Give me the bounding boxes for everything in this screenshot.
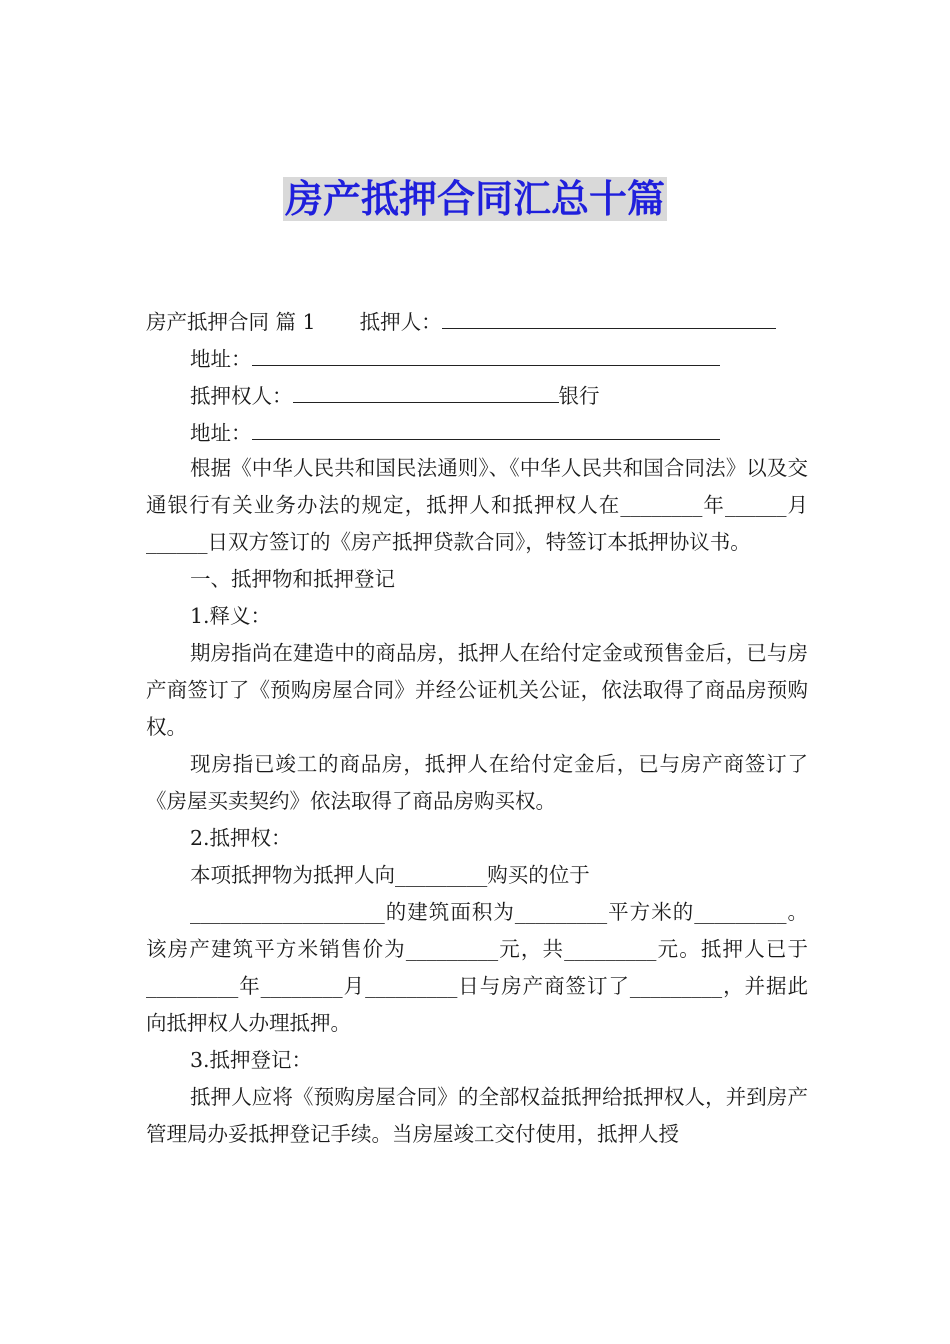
paragraph-future-house: 期房指尚在建造中的商品房，抵押人在给付定金或预售金后，已与房产商签订了《预购房屋合同》并经公证机关公证，依法取得了商品房预购权。 — [146, 641, 808, 739]
header-line — [146, 302, 808, 339]
paragraph-existing-house: 现房指已竣工的商品房，抵押人在给付定金后，已与房产商签订了《房屋买卖契约》依法取得了商品房购买权。 — [146, 752, 808, 813]
document-body — [146, 302, 808, 1153]
address-label-2: 地址： — [190, 421, 252, 445]
mortgagor-blank — [442, 302, 776, 329]
address-label: 地址： — [190, 347, 252, 371]
document-title-text: 房产抵押合同汇总十篇 — [284, 177, 665, 221]
mortgagee-blank — [293, 376, 559, 403]
mortgagee-line — [146, 376, 808, 413]
address-blank-2 — [252, 413, 720, 440]
address-blank — [252, 339, 720, 366]
address-line — [146, 339, 808, 376]
paragraph-property-line1: 本项抵押物为抵押人向_________购买的位于 — [190, 863, 590, 887]
subsection-registration: 3.抵押登记： — [190, 1048, 313, 1072]
paragraph-intro: 根据《中华人民共和国民法通则》、《中华人民共和国合同法》以及交通银行有关业务办法的规定，抵押人和抵押权人在________年______月______日双方签订的《房产抵押贷款合同》，特签订本抵押协议书。 — [146, 456, 808, 554]
mortgagor-label: 抵押人： — [359, 310, 442, 334]
mortgagee-label: 抵押权人： — [190, 384, 293, 408]
paragraph-registration: 抵押人应将《预购房屋合同》的全部权益抵押给抵押权人，并到房产管理局办妥抵押登记手续。当房屋竣工交付使用，抵押人授 — [146, 1085, 808, 1146]
bank-suffix: 银行 — [558, 384, 600, 408]
paragraph-property-detail: ___________________的建筑面积为_________平方米的_________。该房产建筑平方米销售价为_________元，共_________元。抵押人已于_________年________月_________日与房产商签订了_________，并据此向抵押权人办理抵押。 — [146, 900, 808, 1035]
section-label: 房产抵押合同 篇 1 — [146, 310, 316, 334]
document-title — [0, 173, 950, 225]
section-heading-1: 一、抵押物和抵押登记 — [190, 567, 395, 591]
subsection-mortgage-right: 2.抵押权： — [190, 826, 292, 850]
subsection-definition: 1.释义： — [190, 604, 272, 628]
address-line-2 — [146, 413, 808, 450]
